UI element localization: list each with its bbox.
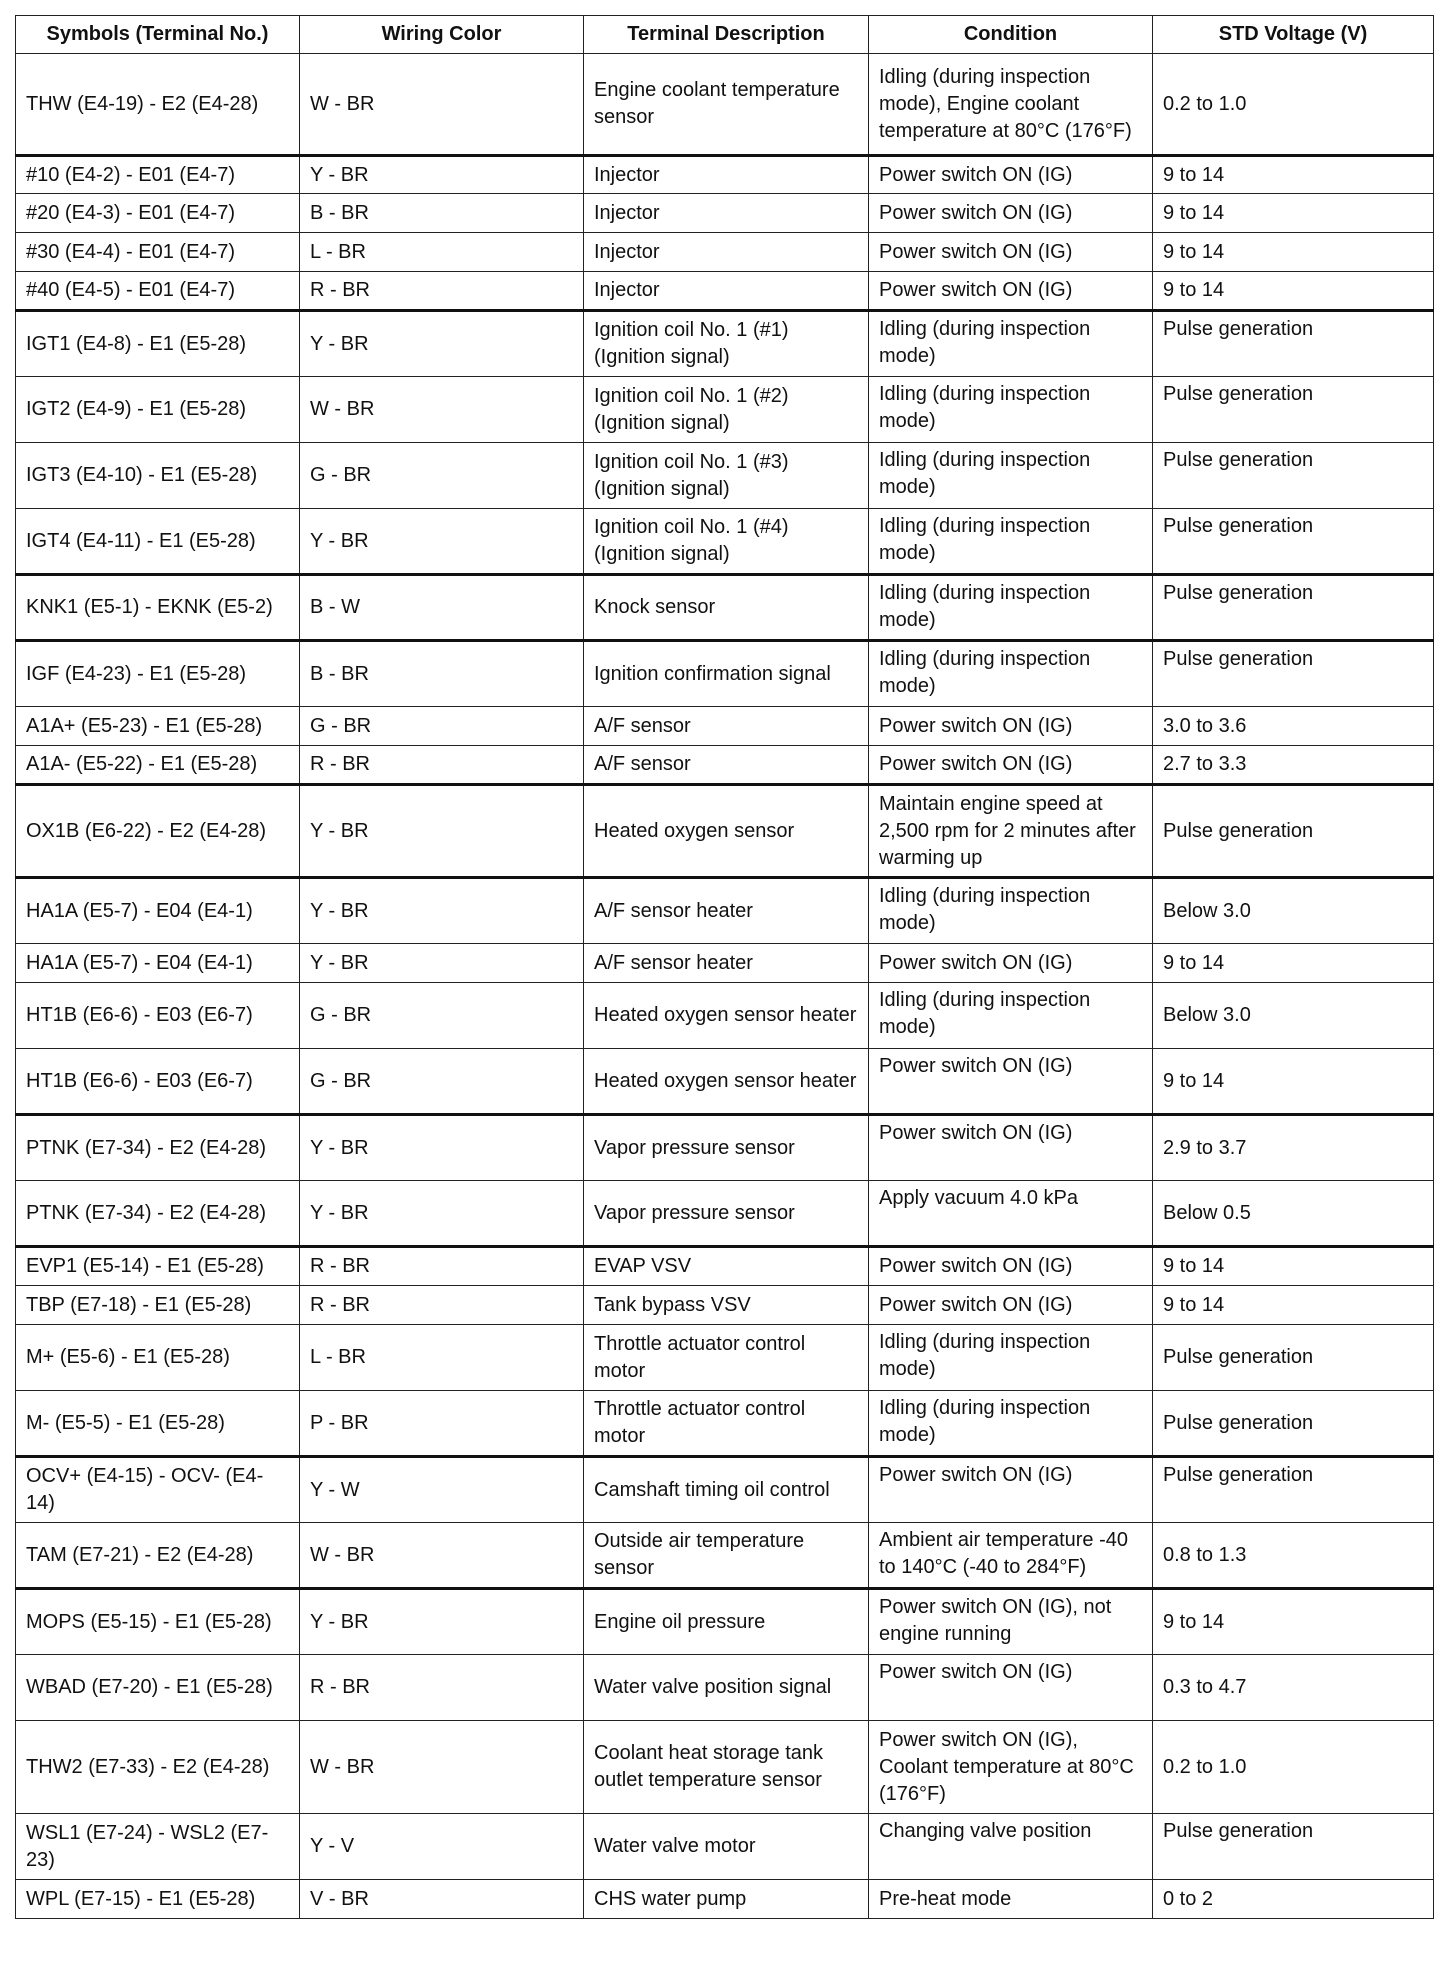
table-row	[16, 1247, 1434, 1286]
cell-condition: Power switch ON (IG)	[869, 1286, 1153, 1325]
cell-wiring-color: B - W	[300, 575, 584, 641]
table-row	[16, 377, 1434, 443]
cell-wiring-color: L - BR	[300, 1325, 584, 1391]
table-row	[16, 1286, 1434, 1325]
cell-condition: Power switch ON (IG)	[869, 156, 1153, 194]
header-wiring-color: Wiring Color	[300, 16, 584, 54]
table-row	[16, 233, 1434, 272]
table-row	[16, 1814, 1434, 1880]
cell-std-voltage: Pulse generation	[1153, 509, 1434, 575]
cell-terminal-description: Throttle actuator control motor	[584, 1391, 869, 1457]
cell-symbols: OCV+ (E4-15) - OCV- (E4-14)	[16, 1457, 300, 1523]
cell-terminal-description: A/F sensor	[584, 707, 869, 746]
cell-condition: Power switch ON (IG)	[869, 233, 1153, 272]
cell-terminal-description: Tank bypass VSV	[584, 1286, 869, 1325]
cell-condition: Power switch ON (IG)	[869, 272, 1153, 311]
cell-condition: Idling (during inspection mode)	[869, 575, 1153, 641]
table-row	[16, 1655, 1434, 1721]
cell-symbols: TAM (E7-21) - E2 (E4-28)	[16, 1523, 300, 1589]
cell-std-voltage: 9 to 14	[1153, 1049, 1434, 1115]
cell-symbols: IGT4 (E4-11) - E1 (E5-28)	[16, 509, 300, 575]
cell-symbols: #20 (E4-3) - E01 (E4-7)	[16, 194, 300, 233]
table-row	[16, 983, 1434, 1049]
table-row	[16, 1391, 1434, 1457]
cell-symbols: #10 (E4-2) - E01 (E4-7)	[16, 156, 300, 194]
cell-condition: Maintain engine speed at 2,500 rpm for 2 minutes after warming up	[869, 785, 1153, 878]
cell-condition: Changing valve position	[869, 1814, 1153, 1880]
table-row	[16, 1181, 1434, 1247]
cell-symbols: PTNK (E7-34) - E2 (E4-28)	[16, 1181, 300, 1247]
cell-terminal-description: EVAP VSV	[584, 1247, 869, 1286]
cell-std-voltage: 9 to 14	[1153, 233, 1434, 272]
cell-symbols: #40 (E4-5) - E01 (E4-7)	[16, 272, 300, 311]
cell-terminal-description: A/F sensor heater	[584, 878, 869, 944]
cell-std-voltage: 9 to 14	[1153, 194, 1434, 233]
cell-terminal-description: A/F sensor heater	[584, 944, 869, 983]
cell-condition: Power switch ON (IG), not engine running	[869, 1589, 1153, 1655]
table-row	[16, 1523, 1434, 1589]
table-row	[16, 156, 1434, 194]
cell-symbols: WSL1 (E7-24) - WSL2 (E7-23)	[16, 1814, 300, 1880]
table-row	[16, 311, 1434, 377]
cell-wiring-color: G - BR	[300, 707, 584, 746]
table-row	[16, 1880, 1434, 1919]
cell-terminal-description: Heated oxygen sensor heater	[584, 983, 869, 1049]
table-row	[16, 1049, 1434, 1115]
cell-std-voltage: 9 to 14	[1153, 1286, 1434, 1325]
cell-symbols: WBAD (E7-20) - E1 (E5-28)	[16, 1655, 300, 1721]
cell-wiring-color: G - BR	[300, 983, 584, 1049]
cell-condition: Idling (during inspection mode)	[869, 983, 1153, 1049]
cell-terminal-description: Throttle actuator control motor	[584, 1325, 869, 1391]
cell-std-voltage: 0.2 to 1.0	[1153, 1721, 1434, 1814]
cell-symbols: A1A- (E5-22) - E1 (E5-28)	[16, 746, 300, 785]
cell-std-voltage: 0.3 to 4.7	[1153, 1655, 1434, 1721]
cell-wiring-color: G - BR	[300, 1049, 584, 1115]
table-row	[16, 443, 1434, 509]
cell-symbols: #30 (E4-4) - E01 (E4-7)	[16, 233, 300, 272]
cell-wiring-color: Y - BR	[300, 1181, 584, 1247]
cell-terminal-description: Vapor pressure sensor	[584, 1115, 869, 1181]
cell-std-voltage: 9 to 14	[1153, 156, 1434, 194]
terminal-voltage-table	[15, 15, 1434, 1919]
cell-symbols: TBP (E7-18) - E1 (E5-28)	[16, 1286, 300, 1325]
header-condition: Condition	[869, 16, 1153, 54]
cell-condition: Idling (during inspection mode)	[869, 1391, 1153, 1457]
cell-condition: Apply vacuum 4.0 kPa	[869, 1181, 1153, 1247]
cell-std-voltage: 9 to 14	[1153, 944, 1434, 983]
cell-symbols: HA1A (E5-7) - E04 (E4-1)	[16, 878, 300, 944]
cell-wiring-color: B - BR	[300, 641, 584, 707]
cell-symbols: HT1B (E6-6) - E03 (E6-7)	[16, 1049, 300, 1115]
cell-std-voltage: 0.2 to 1.0	[1153, 54, 1434, 156]
table-row	[16, 272, 1434, 311]
cell-wiring-color: Y - BR	[300, 878, 584, 944]
cell-condition: Power switch ON (IG)	[869, 746, 1153, 785]
cell-wiring-color: W - BR	[300, 1721, 584, 1814]
table-row	[16, 707, 1434, 746]
cell-std-voltage: 9 to 14	[1153, 1247, 1434, 1286]
table-row	[16, 641, 1434, 707]
table-row	[16, 54, 1434, 156]
cell-terminal-description: Water valve position signal	[584, 1655, 869, 1721]
cell-std-voltage: 0 to 2	[1153, 1880, 1434, 1919]
cell-condition: Power switch ON (IG)	[869, 1049, 1153, 1115]
cell-std-voltage: 3.0 to 3.6	[1153, 707, 1434, 746]
cell-wiring-color: W - BR	[300, 377, 584, 443]
cell-wiring-color: Y - BR	[300, 509, 584, 575]
table-row	[16, 1721, 1434, 1814]
cell-terminal-description: CHS water pump	[584, 1880, 869, 1919]
cell-wiring-color: Y - V	[300, 1814, 584, 1880]
table-row	[16, 944, 1434, 983]
cell-std-voltage: Pulse generation	[1153, 443, 1434, 509]
cell-condition: Power switch ON (IG), Coolant temperature at 80°C (176°F)	[869, 1721, 1153, 1814]
cell-std-voltage: Pulse generation	[1153, 311, 1434, 377]
cell-std-voltage: 0.8 to 1.3	[1153, 1523, 1434, 1589]
header-symbols: Symbols (Terminal No.)	[16, 16, 300, 54]
cell-condition: Idling (during inspection mode)	[869, 377, 1153, 443]
cell-symbols: IGT3 (E4-10) - E1 (E5-28)	[16, 443, 300, 509]
header-std-voltage: STD Voltage (V)	[1153, 16, 1434, 54]
cell-symbols: IGT2 (E4-9) - E1 (E5-28)	[16, 377, 300, 443]
table-row	[16, 1589, 1434, 1655]
cell-symbols: IGT1 (E4-8) - E1 (E5-28)	[16, 311, 300, 377]
cell-condition: Power switch ON (IG)	[869, 1655, 1153, 1721]
cell-terminal-description: Injector	[584, 233, 869, 272]
cell-condition: Power switch ON (IG)	[869, 707, 1153, 746]
cell-symbols: WPL (E7-15) - E1 (E5-28)	[16, 1880, 300, 1919]
cell-condition: Power switch ON (IG)	[869, 194, 1153, 233]
cell-symbols: THW2 (E7-33) - E2 (E4-28)	[16, 1721, 300, 1814]
cell-wiring-color: W - BR	[300, 54, 584, 156]
cell-wiring-color: Y - BR	[300, 1115, 584, 1181]
cell-terminal-description: Outside air temperature sensor	[584, 1523, 869, 1589]
cell-symbols: OX1B (E6-22) - E2 (E4-28)	[16, 785, 300, 878]
cell-wiring-color: L - BR	[300, 233, 584, 272]
cell-wiring-color: Y - W	[300, 1457, 584, 1523]
cell-std-voltage: Pulse generation	[1153, 641, 1434, 707]
cell-std-voltage: Pulse generation	[1153, 1457, 1434, 1523]
cell-condition: Idling (during inspection mode)	[869, 443, 1153, 509]
cell-condition: Power switch ON (IG)	[869, 1247, 1153, 1286]
cell-terminal-description: Heated oxygen sensor	[584, 785, 869, 878]
cell-symbols: THW (E4-19) - E2 (E4-28)	[16, 54, 300, 156]
table-row	[16, 509, 1434, 575]
cell-std-voltage: 2.7 to 3.3	[1153, 746, 1434, 785]
cell-symbols: M- (E5-5) - E1 (E5-28)	[16, 1391, 300, 1457]
cell-std-voltage: Below 3.0	[1153, 878, 1434, 944]
table-row	[16, 878, 1434, 944]
cell-std-voltage: Pulse generation	[1153, 575, 1434, 641]
cell-wiring-color: W - BR	[300, 1523, 584, 1589]
cell-wiring-color: G - BR	[300, 443, 584, 509]
cell-wiring-color: R - BR	[300, 746, 584, 785]
cell-terminal-description: Heated oxygen sensor heater	[584, 1049, 869, 1115]
table-row	[16, 194, 1434, 233]
cell-terminal-description: Knock sensor	[584, 575, 869, 641]
cell-terminal-description: Vapor pressure sensor	[584, 1181, 869, 1247]
cell-condition: Power switch ON (IG)	[869, 944, 1153, 983]
cell-condition: Idling (during inspection mode)	[869, 1325, 1153, 1391]
cell-std-voltage: Pulse generation	[1153, 1391, 1434, 1457]
cell-condition: Idling (during inspection mode)	[869, 641, 1153, 707]
cell-condition: Power switch ON (IG)	[869, 1115, 1153, 1181]
cell-symbols: PTNK (E7-34) - E2 (E4-28)	[16, 1115, 300, 1181]
cell-wiring-color: R - BR	[300, 1247, 584, 1286]
cell-std-voltage: 9 to 14	[1153, 1589, 1434, 1655]
cell-condition: Idling (during inspection mode)	[869, 509, 1153, 575]
table-row	[16, 746, 1434, 785]
cell-symbols: KNK1 (E5-1) - EKNK (E5-2)	[16, 575, 300, 641]
table-row	[16, 1325, 1434, 1391]
cell-terminal-description: Ignition coil No. 1 (#3) (Ignition signal)	[584, 443, 869, 509]
cell-terminal-description: Engine coolant temperature sensor	[584, 54, 869, 156]
header-terminal-description: Terminal Description	[584, 16, 869, 54]
cell-symbols: IGF (E4-23) - E1 (E5-28)	[16, 641, 300, 707]
cell-terminal-description: Camshaft timing oil control	[584, 1457, 869, 1523]
cell-wiring-color: V - BR	[300, 1880, 584, 1919]
cell-wiring-color: Y - BR	[300, 785, 584, 878]
cell-terminal-description: A/F sensor	[584, 746, 869, 785]
table-row	[16, 1457, 1434, 1523]
cell-wiring-color: Y - BR	[300, 156, 584, 194]
cell-wiring-color: Y - BR	[300, 311, 584, 377]
cell-symbols: EVP1 (E5-14) - E1 (E5-28)	[16, 1247, 300, 1286]
cell-std-voltage: 2.9 to 3.7	[1153, 1115, 1434, 1181]
cell-terminal-description: Engine oil pressure	[584, 1589, 869, 1655]
cell-terminal-description: Injector	[584, 194, 869, 233]
table-row	[16, 785, 1434, 878]
cell-condition: Idling (during inspection mode), Engine coolant temperature at 80°C (176°F)	[869, 54, 1153, 156]
cell-condition: Idling (during inspection mode)	[869, 311, 1153, 377]
cell-terminal-description: Ignition coil No. 1 (#2) (Ignition signal)	[584, 377, 869, 443]
cell-std-voltage: Pulse generation	[1153, 1814, 1434, 1880]
cell-symbols: MOPS (E5-15) - E1 (E5-28)	[16, 1589, 300, 1655]
cell-condition: Power switch ON (IG)	[869, 1457, 1153, 1523]
header-row	[16, 16, 1434, 54]
cell-std-voltage: 9 to 14	[1153, 272, 1434, 311]
cell-std-voltage: Pulse generation	[1153, 785, 1434, 878]
table-row	[16, 1115, 1434, 1181]
cell-terminal-description: Ignition coil No. 1 (#1) (Ignition signal)	[584, 311, 869, 377]
cell-wiring-color: R - BR	[300, 1655, 584, 1721]
cell-terminal-description: Water valve motor	[584, 1814, 869, 1880]
table-row	[16, 575, 1434, 641]
cell-wiring-color: Y - BR	[300, 1589, 584, 1655]
cell-wiring-color: R - BR	[300, 272, 584, 311]
cell-symbols: HA1A (E5-7) - E04 (E4-1)	[16, 944, 300, 983]
cell-terminal-description: Injector	[584, 156, 869, 194]
cell-wiring-color: R - BR	[300, 1286, 584, 1325]
cell-std-voltage: Below 3.0	[1153, 983, 1434, 1049]
cell-terminal-description: Ignition confirmation signal	[584, 641, 869, 707]
cell-symbols: HT1B (E6-6) - E03 (E6-7)	[16, 983, 300, 1049]
cell-terminal-description: Ignition coil No. 1 (#4) (Ignition signal)	[584, 509, 869, 575]
cell-wiring-color: P - BR	[300, 1391, 584, 1457]
cell-terminal-description: Coolant heat storage tank outlet temperature sensor	[584, 1721, 869, 1814]
cell-condition: Pre-heat mode	[869, 1880, 1153, 1919]
cell-symbols: M+ (E5-6) - E1 (E5-28)	[16, 1325, 300, 1391]
cell-std-voltage: Pulse generation	[1153, 1325, 1434, 1391]
cell-terminal-description: Injector	[584, 272, 869, 311]
cell-wiring-color: B - BR	[300, 194, 584, 233]
cell-condition: Ambient air temperature -40 to 140°C (-40 to 284°F)	[869, 1523, 1153, 1589]
cell-std-voltage: Pulse generation	[1153, 377, 1434, 443]
cell-std-voltage: Below 0.5	[1153, 1181, 1434, 1247]
cell-condition: Idling (during inspection mode)	[869, 878, 1153, 944]
cell-symbols: A1A+ (E5-23) - E1 (E5-28)	[16, 707, 300, 746]
cell-wiring-color: Y - BR	[300, 944, 584, 983]
